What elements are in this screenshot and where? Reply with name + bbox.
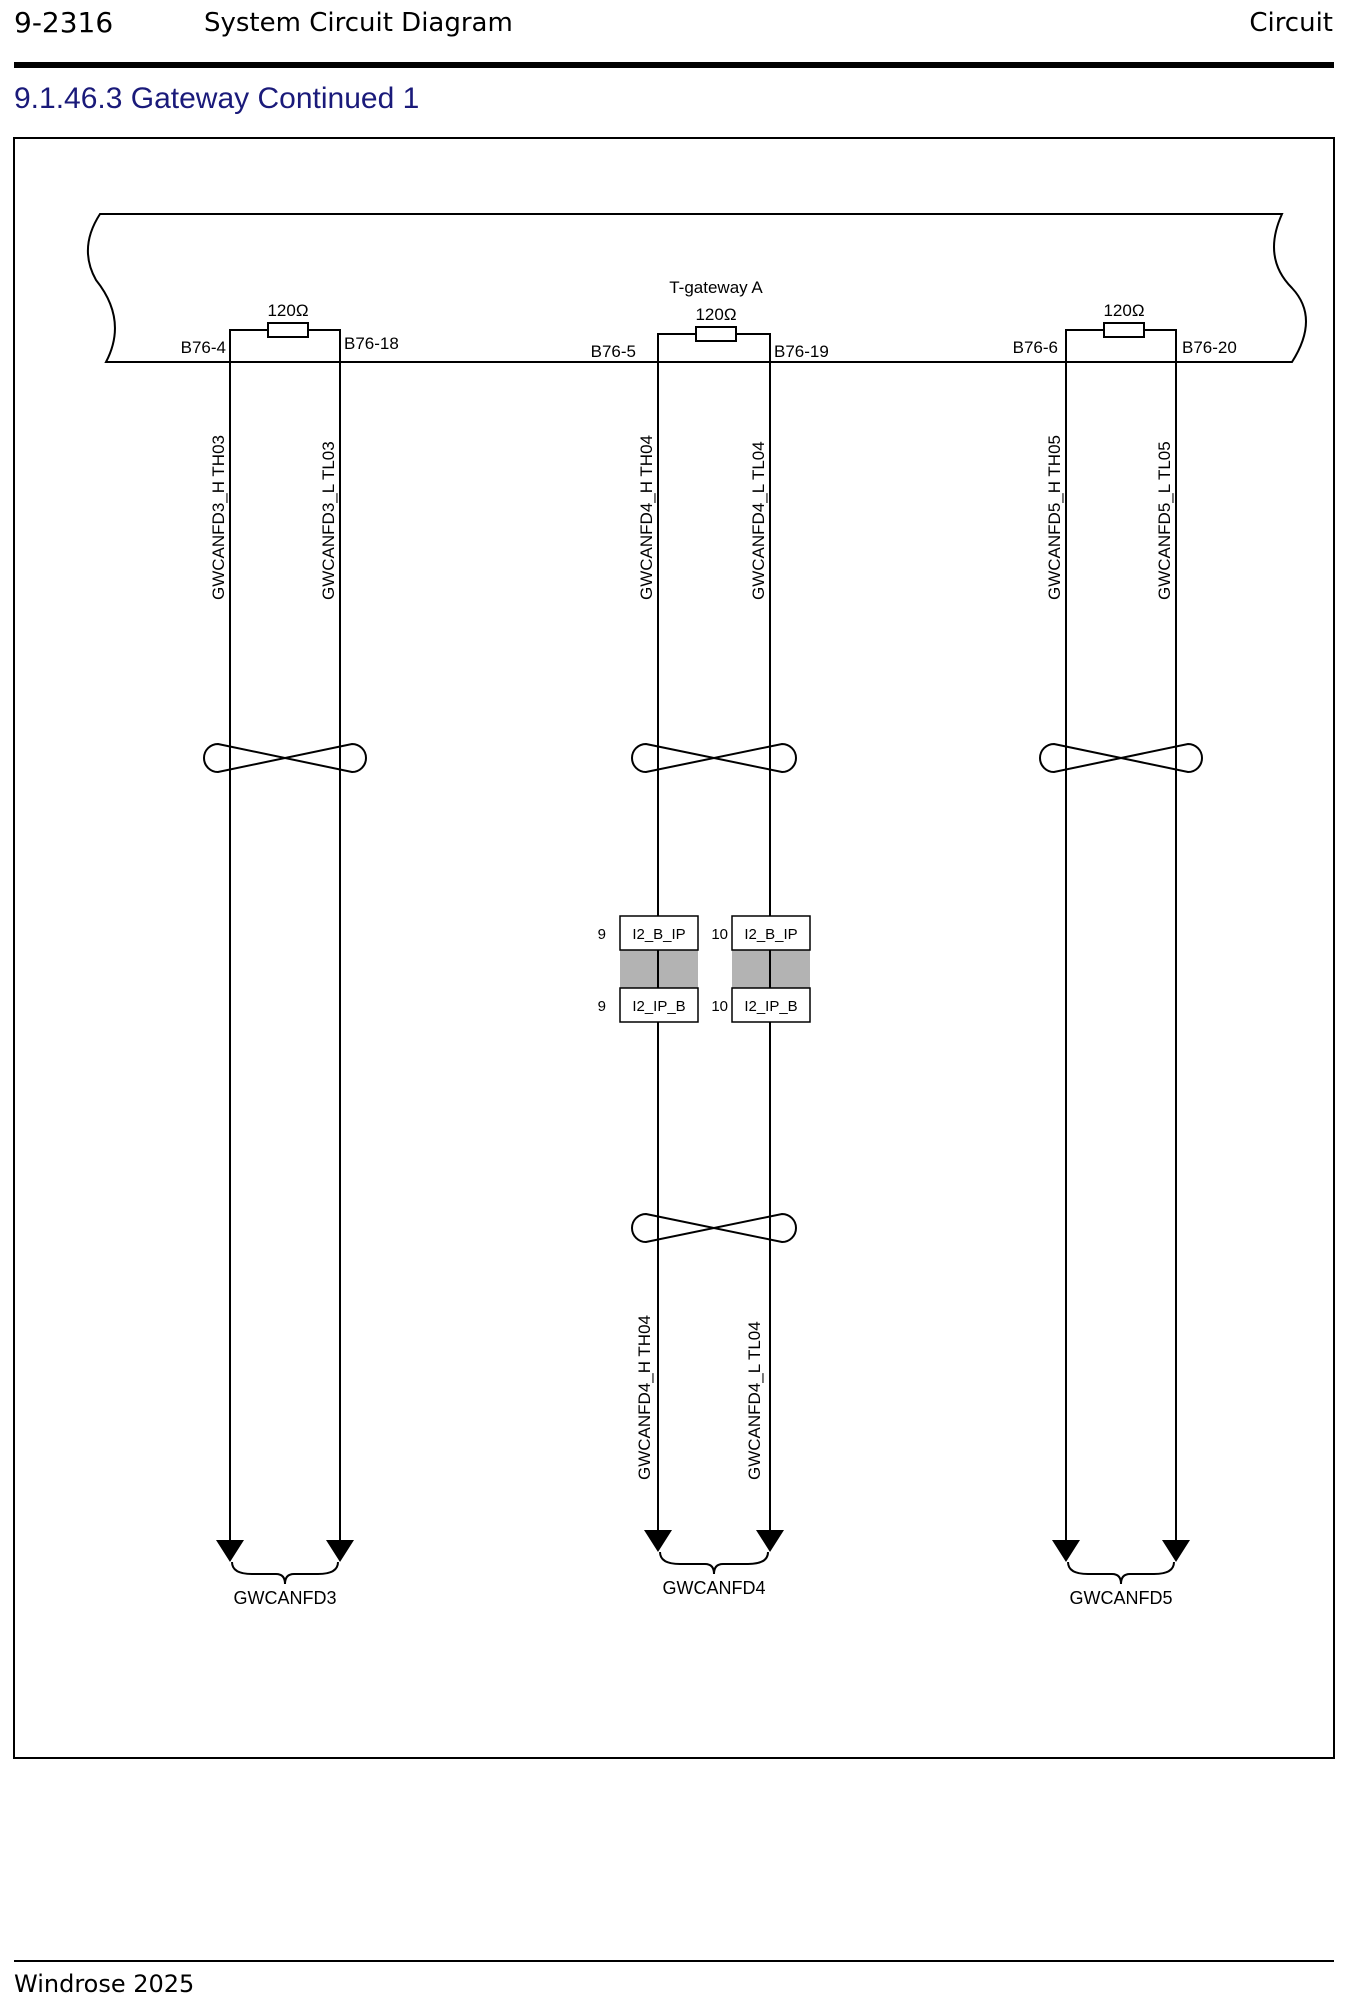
wire-label: GWCANFD4_H TH04	[637, 435, 656, 600]
wire-arrow	[216, 1540, 244, 1562]
resistor-symbol	[696, 327, 736, 341]
connector-pin-number: 9	[597, 926, 606, 943]
wire-label: GWCANFD3_H TH03	[209, 435, 228, 600]
wire-arrow	[644, 1530, 672, 1552]
connector-name: I2_B_IP	[632, 926, 686, 943]
connector-pin-number: 9	[597, 998, 606, 1015]
twisted-pair-symbol	[1040, 744, 1202, 772]
resistor-label: 120Ω	[695, 305, 737, 324]
wire-label: GWCANFD5_L TL05	[1155, 441, 1174, 600]
can-pair-fd3	[181, 301, 399, 1608]
resistor-symbol	[268, 323, 308, 337]
page-number: 9-2316	[14, 6, 114, 39]
bus-label: GWCANFD3	[233, 1588, 337, 1608]
bus-brace	[660, 1552, 768, 1574]
resistor-label: 120Ω	[1103, 301, 1145, 320]
resistor-symbol	[1104, 323, 1144, 337]
pin-label: B76-4	[180, 338, 226, 357]
wire-arrow	[1052, 1540, 1080, 1562]
wire-label: GWCANFD4_H TH04	[635, 1315, 654, 1480]
component-name: T-gateway A	[669, 278, 763, 297]
wire-arrow	[756, 1530, 784, 1552]
bus-brace	[232, 1562, 338, 1584]
bus-label: GWCANFD4	[662, 1578, 766, 1598]
connector-name: I2_B_IP	[744, 926, 798, 943]
connector-name: I2_IP_B	[744, 998, 798, 1015]
wire-arrow	[326, 1540, 354, 1562]
pin-label: B76-6	[1012, 338, 1058, 357]
footer-rule	[14, 1960, 1334, 1962]
inline-connector-i2	[598, 916, 810, 1022]
twisted-pair-symbol	[632, 1214, 796, 1242]
bus-label: GWCANFD5	[1069, 1588, 1173, 1608]
wire-label: GWCANFD3_L TL03	[319, 441, 338, 600]
connector-name: I2_IP_B	[632, 998, 686, 1015]
pin-label: B76-5	[590, 342, 636, 361]
footer-text: Windrose 2025	[14, 1970, 195, 1998]
wire-arrow	[1162, 1540, 1190, 1562]
wire-label: GWCANFD5_H TH05	[1045, 435, 1064, 600]
wire-label: GWCANFD4_L TL04	[745, 1321, 764, 1480]
header-title: System Circuit Diagram	[204, 8, 513, 38]
section-title: 9.1.46.3 Gateway Continued 1	[14, 82, 420, 115]
pin-label: B76-18	[344, 334, 399, 353]
twisted-pair-symbol	[632, 744, 796, 772]
twisted-pair-symbol	[204, 744, 366, 772]
connector-pin-number: 10	[711, 926, 728, 943]
bus-brace	[1068, 1562, 1174, 1584]
pin-label: B76-20	[1182, 338, 1237, 357]
wire-label: GWCANFD4_L TL04	[749, 441, 768, 600]
resistor-label: 120Ω	[267, 301, 309, 320]
can-pair-fd5	[1013, 301, 1237, 1608]
can-pair-fd4	[591, 305, 829, 1598]
pin-label: B76-19	[774, 342, 829, 361]
header-section-label: Circuit	[1249, 8, 1333, 38]
connector-pin-number: 10	[711, 998, 728, 1015]
